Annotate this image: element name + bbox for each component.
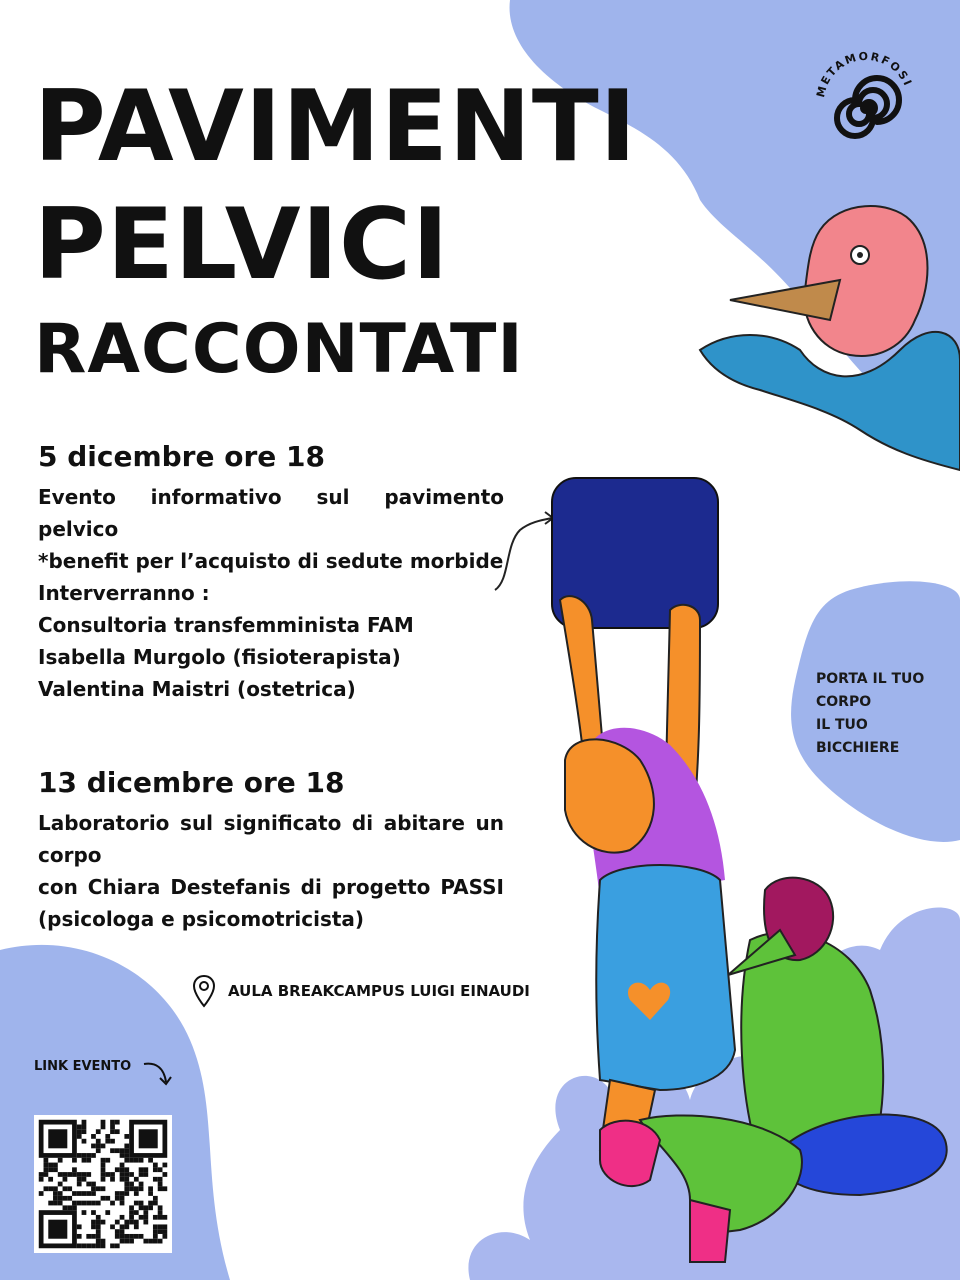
event-1 [38, 440, 504, 705]
qr-code-icon [34, 1115, 172, 1253]
spiral-icon [837, 78, 899, 136]
location-text: AULA BREAKCAMPUS LUIGI EINAUDI [228, 982, 530, 1000]
title-line-1: PAVIMENTI [34, 70, 638, 184]
curved-arrow-icon [142, 1058, 174, 1088]
pink-bird [700, 206, 960, 470]
location-pin-icon [192, 974, 216, 1008]
title-line-2: PELVICI [34, 188, 450, 302]
event-1-speaker: Consultoria transfemminista FAM [38, 613, 414, 637]
event-1-date: 5 dicembre ore 18 [38, 440, 325, 473]
event-1-benefit: *benefit per l’acquisto di sedute morbide [38, 549, 504, 573]
event-1-speakers-label: Interverranno : [38, 581, 210, 605]
location [192, 974, 530, 1008]
side-note-line: IL TUO [816, 717, 868, 733]
pink-boot-front [600, 1121, 660, 1186]
event-1-speaker: Isabella Murgolo (fisioterapista) [38, 645, 401, 669]
title-line-3: RACCONTATI [34, 310, 524, 389]
side-note [816, 668, 956, 760]
event-2-host: con Chiara Destefanis di progetto PASSI (psicologa e psicomotricista) [38, 875, 504, 931]
logo-text: METAMORFOSI [814, 49, 915, 99]
event-2 [38, 766, 504, 935]
blue-dress [596, 865, 735, 1090]
pink-boot-back [690, 1200, 730, 1262]
qr-code[interactable] [34, 1115, 172, 1253]
event-1-description: Evento informativo sul pavimento pelvico [38, 485, 504, 541]
side-note-line: BICCHIERE [816, 740, 900, 756]
event-1-speaker: Valentina Maistri (ostetrica) [38, 677, 356, 701]
event-2-date: 13 dicembre ore 18 [38, 766, 345, 799]
metamorfosi-logo [806, 38, 926, 158]
event-2-description: Laboratorio sul significato di abitare un corpo [38, 811, 504, 867]
side-note-line: PORTA IL TUO [816, 671, 925, 687]
link-event-label: LINK EVENTO [34, 1059, 132, 1074]
side-note-line: CORPO [816, 694, 872, 710]
